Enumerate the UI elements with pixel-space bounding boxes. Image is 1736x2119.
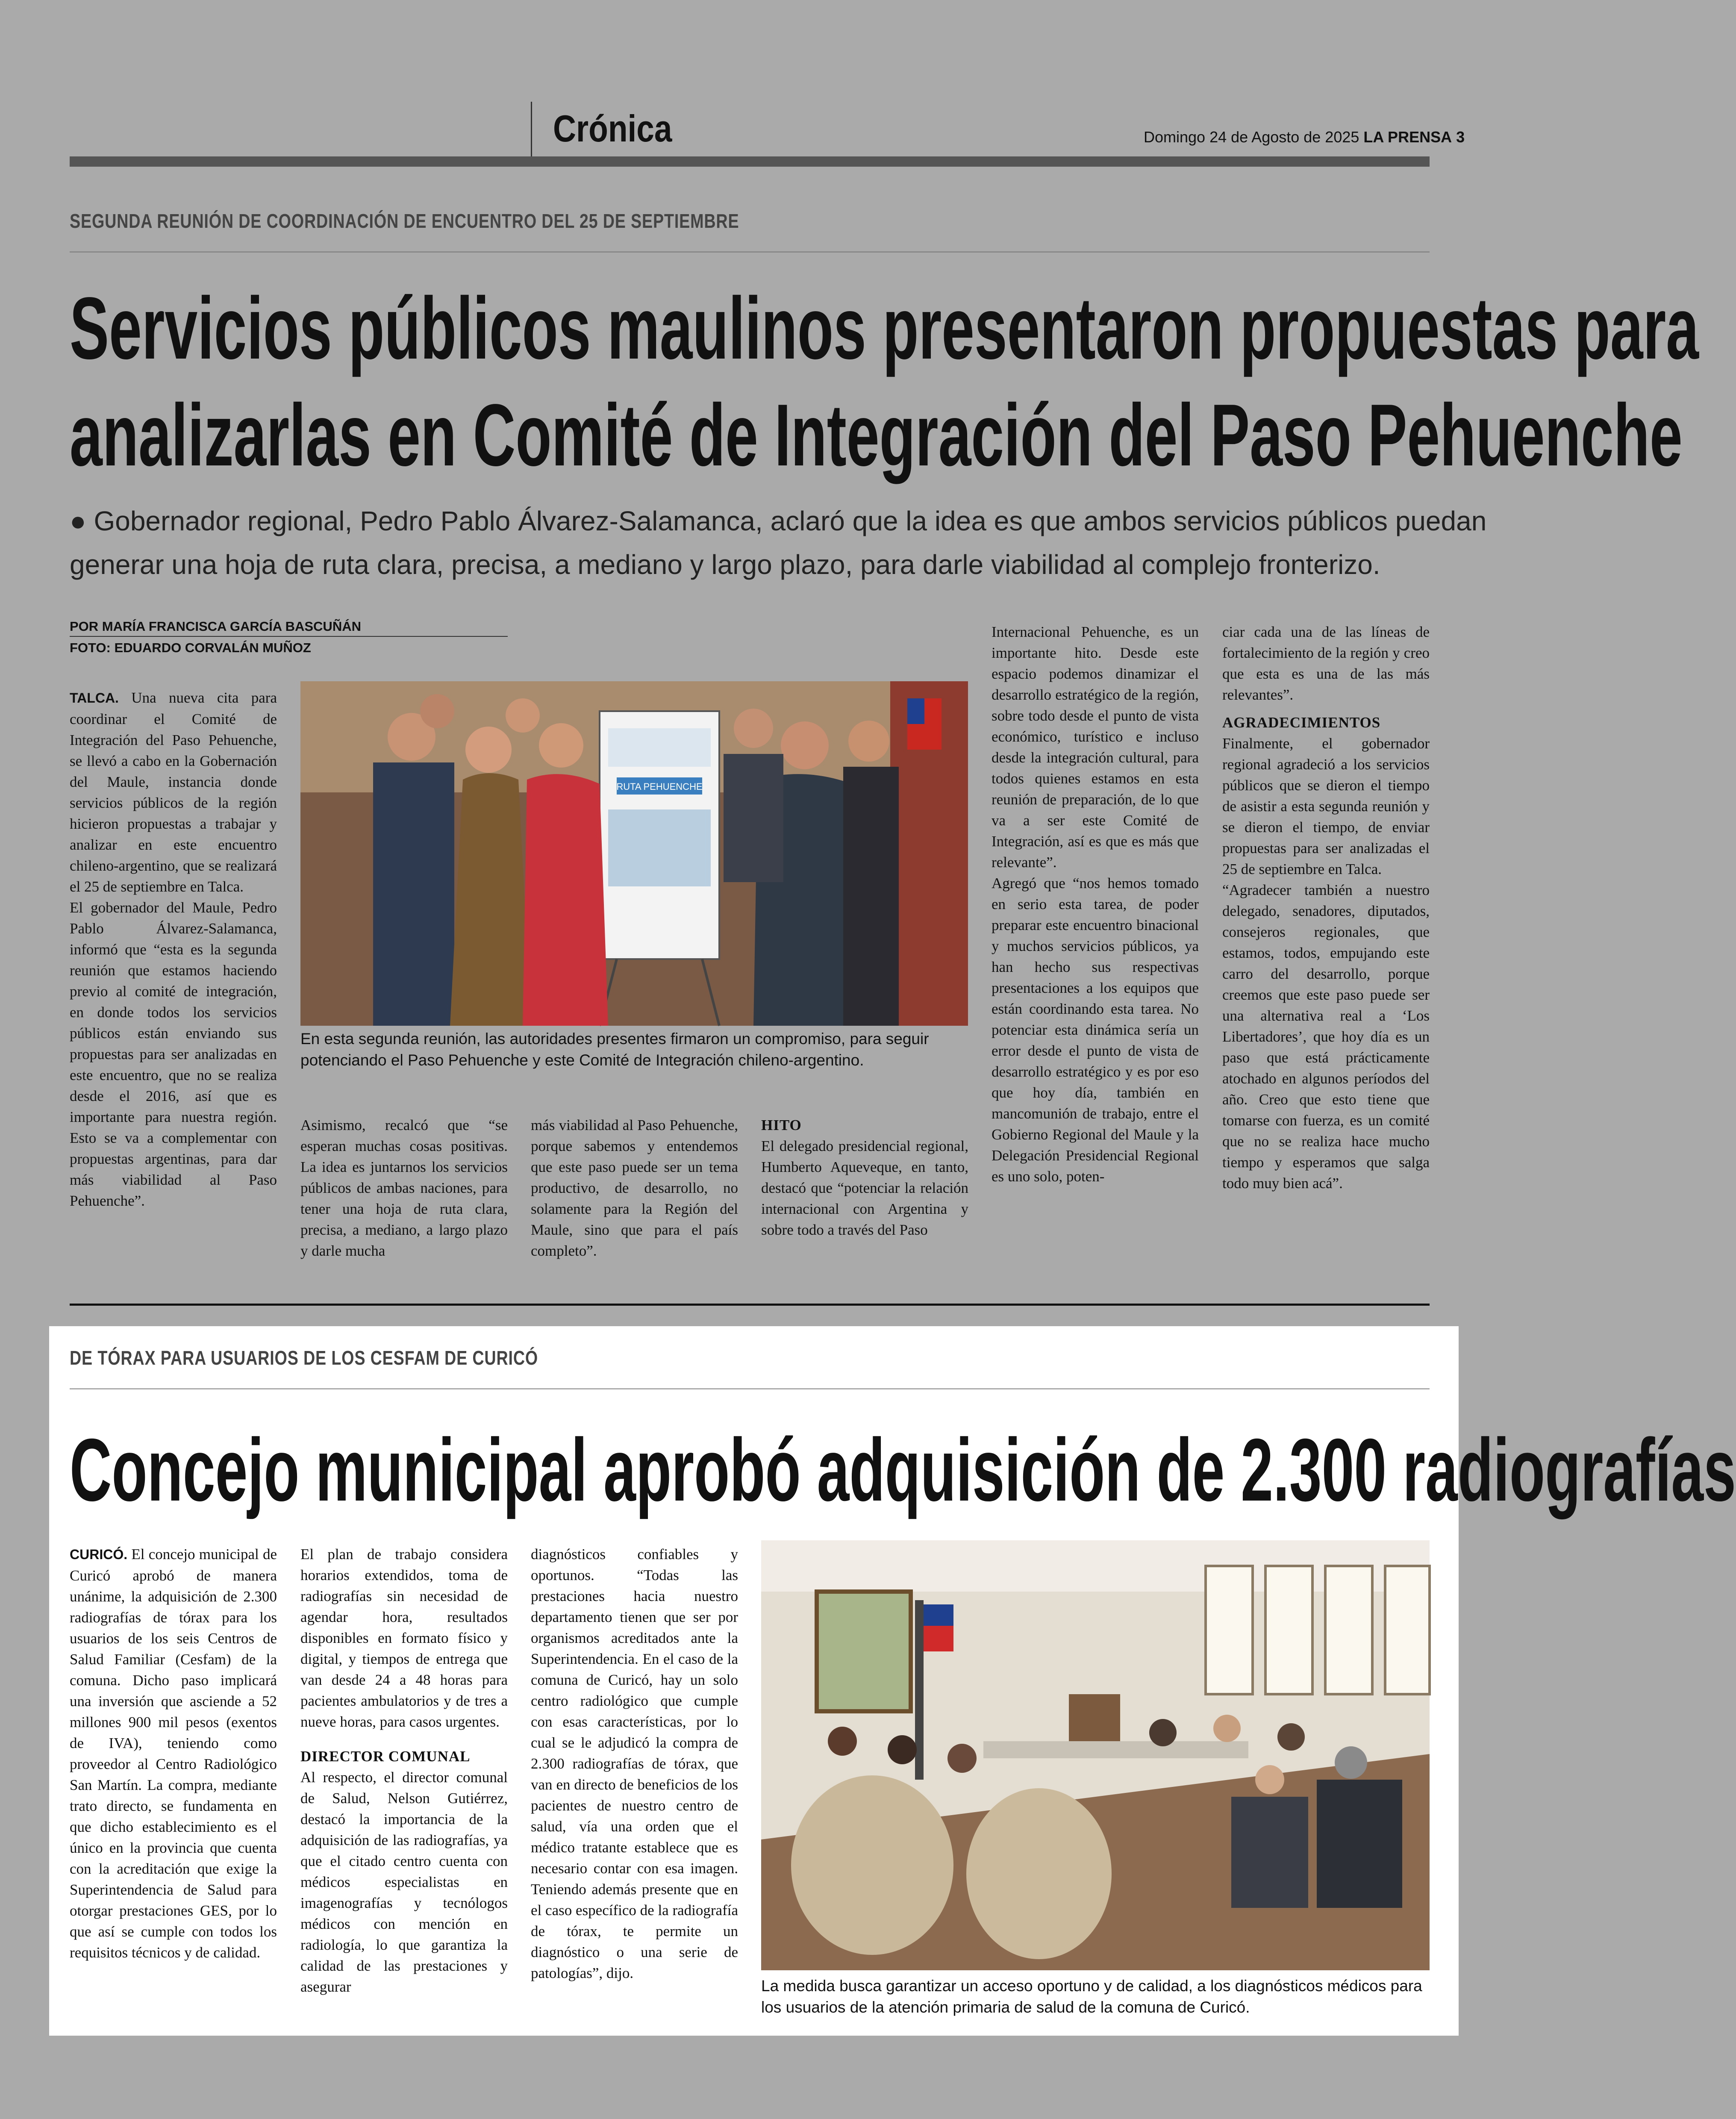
kicker-rule — [70, 251, 1430, 253]
subhead-director: DIRECTOR COMUNAL — [300, 1748, 471, 1765]
article2-column-1 — [70, 1544, 277, 1963]
article1-headline-line1: Servicios públicos maulinos presentaron propuestas para — [70, 279, 1699, 377]
page-number: 3 — [1456, 128, 1465, 146]
newspaper-name: LA PRENSA — [1363, 128, 1452, 146]
date-text: Domingo 24 de Agosto de 2025 — [1144, 128, 1359, 146]
article2-dateline: CURICÓ. — [70, 1547, 128, 1562]
deck-line2: generar una hoja de ruta clara, precisa, a mediano y largo plazo, para darle viabilidad al complejo fronterizo. — [70, 549, 1380, 580]
article1-column-2 — [300, 1115, 508, 1261]
a2-col2-p2: Al respecto, el director comunal de Salud, Nelson Gutiérrez, destacó la importancia de la adquisición de las radiografías, ya que el citado centro cuenta con médicos especialistas en imagenografías y tecnólogos médicos con mención en radiología, lo que garantiza la calidad de las prestaciones y asegurar — [300, 1769, 508, 1995]
header-bar — [70, 156, 1430, 167]
article2-headline: Concejo municipal aprobó adquisición de 2.300 radiografías — [70, 1421, 1736, 1520]
col2-p1: Asimismo, recalcó que “se esperan muchas cosas positivas. La idea es juntarnos los servicios públicos de ambas naciones, para tener una hoja de ruta clara, precisa, a mediano, a largo plazo y darle mucha — [300, 1117, 508, 1259]
a2-caption-line1: La medida busca garantizar un acceso oportuno y de calidad, a los diagnósticos médicos para — [761, 1977, 1422, 1995]
article1-column-4 — [761, 1115, 968, 1240]
caption-line2: potenciando el Paso Pehuenche y este Comité de Integración chileno-argentino. — [300, 1051, 864, 1069]
a2-col2-p1: El plan de trabajo considera horarios extendidos, toma de radiografías sin necesidad de agendar hora, resultados disponibles en formato físico y digital, y tiempos de entrega que van desde 24 a 48 horas para pacientes ambulatorios y de tres a nueve horas, para casos urgentes. — [300, 1546, 508, 1730]
article-separator — [70, 1304, 1430, 1306]
deck-line1: Gobernador regional, Pedro Pablo Álvarez-Salamanca, aclaró que la idea es que ambos servicios públicos puedan — [94, 506, 1487, 536]
meeting-photo-illustration — [300, 681, 968, 1026]
col6-p1: ciar cada una de las líneas de fortalecimiento de la región y creo que esta es una de las más relevantes”. — [1222, 624, 1430, 703]
byline: POR MARÍA FRANCISCA GARCÍA BASCUÑÁN — [70, 619, 361, 634]
a2-col3-p1: diagnósticos confiables y oportunos. “Todas las prestaciones hacia nuestro departamento tienen que ser por organismos acreditados ante la Superintendencia. En el caso de la comuna de Curicó, hay un solo centro radiológico que cumple con esas características, por lo cual se le adjudicó la compra de 2.300 radiografías de tórax, que van en directo de beneficios de los pacientes de nuestro centro de salud, vía una orden que el médico tratante establece que es necesario contar con esa imagen. Teniendo además presente que en el caso específico de la radiografía de tórax, te permite un diagnóstico o una serie de patologías”, dijo. — [531, 1546, 738, 1981]
article1-column-5 — [992, 621, 1199, 1187]
col1-p2: El gobernador del Maule, Pedro Pablo Álvarez-Salamanca, informó que “esta es la segunda reunión que estamos haciendo previo al comité de integración, en donde todos los servicios públicos están enviando sus propuestas para ser analizadas en este encuentro, que no se realiza desde el 2016, así que es importante para nuestra región. Esto se va a complementar con propuestas argentinas, para dar más viabilidad al Paso Pehuenche”. — [70, 899, 277, 1209]
dateline: TALCA. — [70, 690, 119, 706]
article1-kicker: SEGUNDA REUNIÓN DE COORDINACIÓN DE ENCUENTRO DEL 25 DE SEPTIEMBRE — [70, 210, 739, 232]
article2-column-2 — [300, 1544, 508, 1997]
poster-sign: RUTA PEHUENCHE — [616, 781, 703, 792]
col4-p1: El delegado presidencial regional, Humberto Aqueveque, en tanto, destacó que “potenciar la relación internacional con Argentina y sobre todo a través del Paso — [761, 1138, 968, 1238]
col6-p2: Finalmente, el gobernador regional agradeció a los servicios públicos que se dieron el tiempo de asistir a esta segunda reunión y se dieron el tiempo, de enviar propuestas para ser analizadas el 25 de septiembre en Talca. — [1222, 735, 1430, 877]
article1-column-6 — [1222, 621, 1430, 1194]
article2-photo — [761, 1540, 1430, 1970]
article1-headline-line2: analizarlas en Comité de Integración del Paso Pehuenche — [70, 386, 1683, 484]
a2-caption-line2: los usuarios de la atención primaria de salud de la comuna de Curicó. — [761, 1998, 1250, 2016]
a2-col1-p1: El concejo municipal de Curicó aprobó de manera unánime, la adquisición de 2.300 radiografías de tórax para los usuarios de los seis Centros de Salud Familiar (Cesfam) de la comuna. Dicho paso implicará una inversión que asciende a 52 millones 900 mil pesos (exentos de IVA), teniendo como proveedor al Centro Radiológico San Martín. La compra, mediante trato directo, se fundamenta en que dicho establecimiento es el único en la provincia que cuenta con la acreditación que exige la Superintendencia de Salud para otorgar prestaciones GES, por lo que así se cumple con todos los requisitos técnicos y de calidad. — [70, 1546, 277, 1961]
article1-column-3 — [531, 1115, 738, 1261]
col6-p3: “Agradecer también a nuestro delegado, senadores, diputados, consejeros regionales, que estamos, todos, empujando este carro del desarrollo, porque creemos que este paso puede ser una alternativa real a ‘Los Libertadores’, que hoy día es un paso que está prácticamente atochado en algunos períodos del año. Creo que esto tiene que tomarse con fuerza, es un comité que no se realiza hace mucho tiempo y esperamos que salga todo muy bien acá”. — [1222, 882, 1430, 1192]
article1-photo-caption — [300, 1028, 984, 1071]
byline-rule — [70, 636, 508, 637]
caption-line1: En esta segunda reunión, las autoridades presentes firmaron un compromiso, para seguir — [300, 1030, 929, 1048]
article1-photo — [300, 681, 968, 1026]
council-photo-illustration — [761, 1540, 1430, 1970]
article1-deck — [70, 499, 1487, 586]
article2-kicker: DE TÓRAX PARA USUARIOS DE LOS CESFAM DE CURICÓ — [70, 1347, 538, 1369]
article1-column-1 — [70, 687, 277, 1211]
col3-p1: más viabilidad al Paso Pehuenche, porque sabemos y entendemos que este paso puede ser un tema productivo, de desarrollo, no solamente para la Región del Maule, sino que para el país completo”. — [531, 1117, 738, 1259]
article2-column-3 — [531, 1544, 738, 1984]
subhead-agradecimientos: AGRADECIMIENTOS — [1222, 714, 1381, 731]
header-divider — [531, 102, 532, 156]
header-date — [1144, 128, 1465, 146]
col1-p1: Una nueva cita para coordinar el Comité de Integración del Paso Pehuenche, se llevó a cabo en la Gobernación del Maule, instancia donde servicios públicos de la región hicieron propuestas a trabajar y analizar en este encuentro chileno-argentino, que se realizará el 25 de septiembre en Talca. — [70, 689, 277, 895]
bullet-icon: ● — [70, 506, 86, 536]
section-title: Crónica — [553, 107, 672, 150]
photo-credit: FOTO: EDUARDO CORVALÁN MUÑOZ — [70, 640, 311, 655]
subhead-hito: HITO — [761, 1117, 802, 1133]
col5-p1: Internacional Pehuenche, es un importante hito. Desde este espacio podemos dinamizar el desarrollo estratégico de la región, sobre todo desde el punto de vista económico, turístico e incluso desde la integración cultural, para todos quienes estamos en esta reunión de preparación, de lo que va a ser este Comité de Integración, así es que es más que relevante”. — [992, 624, 1199, 871]
col5-p2: Agregó que “nos hemos tomado en serio esta tarea, de poder preparar este encuentro binacional y muchos servicios públicos, ya han hecho sus respectivas presentaciones a los equipos que están coordinando esta tarea. No potenciar esta dinámica sería un error desde el punto de vista de desarrollo estratégico y es por eso que hoy día, también en mancomunión de trabajo, entre el Gobierno Regional del Maule y la Delegación Presidencial Regional es uno solo, poten- — [992, 875, 1199, 1185]
article2-photo-caption — [761, 1975, 1445, 2018]
article2-kicker-rule — [70, 1388, 1430, 1389]
